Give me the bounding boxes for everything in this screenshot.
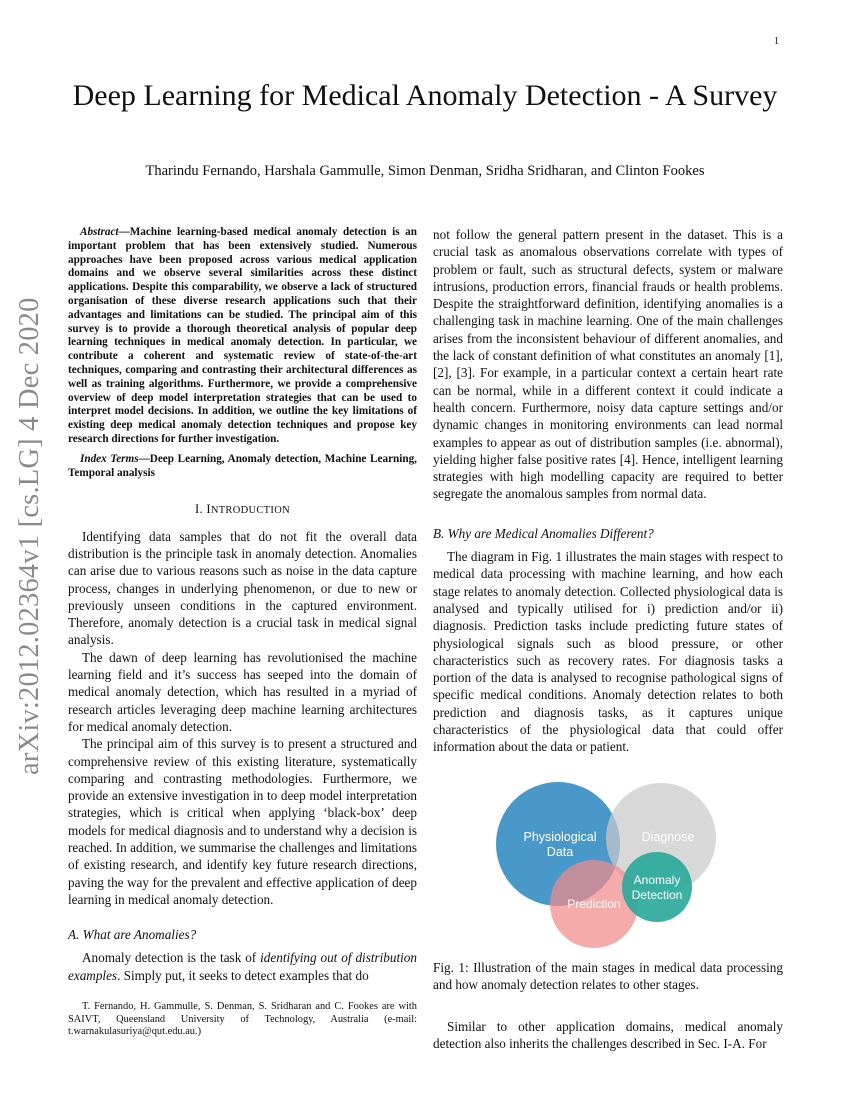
anomaly-detection-circle (622, 852, 692, 922)
subsection-heading-a: A. What are Anomalies? (68, 927, 197, 943)
left-column (68, 226, 417, 984)
venn-svg (490, 780, 730, 950)
subsection-a-start: Anomaly detection is the task of (82, 950, 261, 966)
intro-paragraph-3: The principal aim of this survey is to present a structured and comprehensive review of this existing literature, systematically comparing and contrasting methodologies. Furthermore, we provide an extensive investigation in to deep model interpretation strategies, which is critical when applying ‘black-box’ deep models for medical diagnosis and to understand why a decision is reached. In addition, we summarise the challenges and limitations of existing research, and identify key future research directions, paving the way for the prevalent and effective application of deep learning in medical anomaly detection. (68, 736, 417, 907)
label-anomaly: Anomaly (633, 873, 681, 887)
continuation-paragraph: not follow the general pattern present in the dataset. This is a crucial task as anomalous observations correlate with types of problem or fault, such as structural defects, system or malware intrusions, production errors, financial frauds or health problems. Despite the straightforward definition, identifying anomalies is a challenging task in machine learning. One of the main challenges arises from the inconsistent behaviour of different anomalies, and the lack of constant definition of what constitutes an anomaly [1], [2], [3]. For example, in a particular context a certain heart rate can be normal, while in a different context it could indicate a health concern. Furthermore, noisy data capture settings and/or dynamic changes in monitoring environments can lead normal examples to appear as out of distribution samples (i.e. abnormal), yielding higher false positive rates [4]. Hence, intelligent learning strategies with high modelling capacity are required to better segregate the anomalous samples from normal data. (433, 227, 783, 502)
section-first-letter: I (206, 502, 211, 517)
abstract-text: —Machine learning-based medical anomaly detection is an important problem that has been extensively studied. Numerous approaches have been proposed across various medical application domains and we observe several similarities across these distinct applications. Despite this comparability, we observe a lack of structured organisation of these diverse research applications such that their advantages and limitations can be studied. The principal aim of this survey is to provide a thorough theoretical analysis of popular deep learning techniques in medical anomaly detection. In particular, we contribute a coherent and systematic review of state-of-the-art techniques, comparing and contrasting their architectural differences as well as training algorithms. Furthermore, we provide a comprehensive overview of deep model interpretation strategies that can be used to interpret model decisions. In addition, we outline the key limitations of existing deep medical anomaly detection techniques and propose key research directions for further investigation. (68, 226, 417, 445)
index-terms-text: —Deep Learning, Anomaly detection, Machine Learning, Temporal analysis (68, 452, 417, 479)
section-title-rest: NTRODUCTION (210, 505, 290, 517)
label-prediction: Prediction (567, 897, 621, 911)
label-detection: Detection (631, 888, 683, 902)
author-list: Tharindu Fernando, Harshala Gammulle, Simon Denman, Sridha Sridharan, and Clinton Fookes (145, 163, 705, 179)
intro-paragraph-2: The dawn of deep learning has revolutionised the machine learning field and it’s success has seeped into the domain of medical anomaly detection, which has resulted in a myriad of research articles leveraging deep machine learning architectures for medical anomaly detection. (68, 649, 417, 734)
subsection-heading-b: B. Why are Medical Anomalies Different? (433, 525, 654, 541)
subsection-a-emphasis: identifying out of distribution examples (68, 950, 417, 983)
section-number: I. (195, 502, 207, 517)
footnote-affiliation (68, 1001, 417, 1039)
tail-paragraph: Similar to other application domains, medical anomaly detection also inherits the challenges described in Sec. I-A. For (433, 1019, 783, 1052)
subsection-a-end: . Simply put, it seeks to detect examples that do (117, 967, 369, 983)
index-terms-lead: Index Terms (80, 452, 139, 465)
label-data: Data (546, 845, 574, 859)
right-column-tail (433, 1018, 783, 1053)
arxiv-stamp: arXiv:2012.02364v1 [cs.LG] 4 Dec 2020 (14, 297, 45, 775)
paper-title: Deep Learning for Medical Anomaly Detection - A Survey (72, 79, 778, 112)
index-terms (68, 453, 417, 481)
figure-1-venn-diagram (490, 780, 730, 950)
right-column (433, 226, 783, 756)
abstract (68, 226, 417, 447)
section-heading-introduction (68, 501, 417, 519)
subsection-b-paragraph: The diagram in Fig. 1 illustrates the main stages with respect to medical data processing with machine learning, and how each stage relates to anomaly detection. Collected physiological data is analysed and typically utilised for i) prediction and/or ii) diagnosis. Prediction tasks include predicting future states of physiological signals such as blood pressure, or other characteristics such as recovery rates. For diagnosis tasks a portion of the data is analysed to recognise pathological signs of specific medical conditions. Anomaly detection relates to both prediction and diagnosis tasks, as it captures unique characteristics of the physiological data that could offer information about the data or patient. (433, 549, 783, 755)
label-diagnose: Diagnose (641, 830, 695, 844)
figure-1-caption: Fig. 1: Illustration of the main stages in medical data processing and how anomaly detection relates to other stages. (433, 960, 783, 993)
abstract-lead: Abstract (80, 226, 119, 238)
page-number: 1 (774, 36, 779, 47)
subsection-a-paragraph (68, 949, 417, 984)
footnote-text: T. Fernando, H. Gammulle, S. Denman, S. Sridharan and C. Fookes are with SAIVT, Queensland University of Technology, Australia (e-mail: t.warnakulasuriya@qut.edu.au.) (68, 1001, 417, 1038)
intro-paragraph-1: Identifying data samples that do not fit the overall data distribution is the principle task in anomaly detection. Anomalies can arise due to various reasons such as noise in the data capture process, changes in underlying phenomenon, or due to new or previously unseen conditions in the captured environment. Therefore, anomaly detection is a crucial task in medical signal analysis. (68, 528, 417, 648)
label-physiological: Physiological (523, 830, 597, 844)
